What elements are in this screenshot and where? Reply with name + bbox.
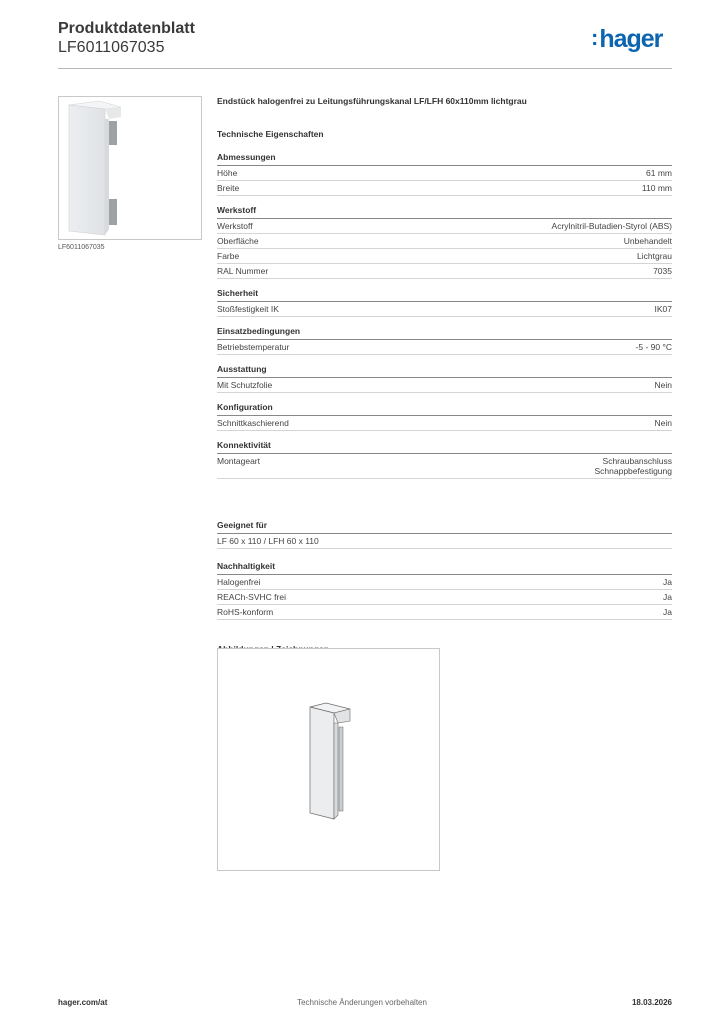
- footer-website-link[interactable]: hager.com/at: [58, 998, 108, 1007]
- property-group: [217, 288, 672, 317]
- property-value: [552, 221, 672, 231]
- property-label: Farbe: [217, 251, 240, 261]
- property-groups: [217, 152, 672, 479]
- property-value-line: Schnappbefestigung: [594, 466, 672, 476]
- property-value: [594, 456, 672, 476]
- sustainability-group: [217, 561, 672, 620]
- property-label: Stoßfestigkeit IK: [217, 304, 279, 314]
- property-value: [646, 168, 672, 178]
- property-label: Mit Schutzfolie: [217, 380, 273, 390]
- group-title: Nachhaltigkeit: [217, 561, 672, 575]
- property-row: [217, 181, 672, 196]
- property-value-line: IK07: [654, 304, 672, 314]
- property-row: [217, 234, 672, 249]
- property-value: [663, 607, 672, 617]
- main-content: [217, 96, 672, 654]
- end-cap-drawing: [218, 649, 439, 870]
- property-value-line: 7035: [653, 266, 672, 276]
- property-value-line: Lichtgrau: [637, 251, 672, 261]
- property-label: REACh-SVHC frei: [217, 592, 286, 602]
- property-row: [217, 302, 672, 317]
- property-value: [655, 418, 672, 428]
- drawing-box: [217, 648, 440, 871]
- footer-disclaimer: Technische Änderungen vorbehalten: [297, 998, 427, 1007]
- property-value-line: 61 mm: [646, 168, 672, 178]
- section-spacer: [217, 488, 672, 520]
- property-value-line: Nein: [654, 380, 672, 390]
- property-group: [217, 440, 672, 479]
- page-title: Produktdatenblatt: [58, 20, 195, 37]
- property-group: [217, 364, 672, 393]
- property-value: [653, 266, 672, 276]
- property-value-line: -5 - 90 °C: [635, 342, 672, 352]
- property-row: [217, 575, 672, 590]
- sustainability-rows: [217, 575, 672, 620]
- property-value: [636, 342, 672, 352]
- property-value-line: Ja: [663, 607, 672, 617]
- property-label: Schnittkaschierend: [217, 418, 289, 428]
- technical-properties-heading: Technische Eigenschaften: [217, 129, 324, 139]
- group-title: Ausstattung: [217, 364, 672, 378]
- footer-date: 18.03.2026: [631, 998, 672, 1007]
- property-value-line: Unbehandelt: [623, 236, 672, 246]
- property-value-line: Ja: [663, 577, 672, 587]
- property-value: [637, 251, 672, 261]
- property-group: [217, 205, 672, 279]
- property-value: [642, 183, 672, 193]
- property-value-line: 110 mm: [641, 183, 672, 193]
- group-title: Einsatzbedingungen: [217, 326, 672, 340]
- header-divider: [58, 68, 672, 69]
- property-label: Werkstoff: [217, 221, 253, 231]
- suited-for-group: [217, 520, 672, 549]
- group-title: Sicherheit: [217, 288, 672, 302]
- product-thumbnail: [58, 96, 202, 240]
- property-row: [217, 264, 672, 279]
- property-label: RoHS-konform: [217, 607, 274, 617]
- logo-text: hager: [599, 25, 663, 53]
- property-label: Oberfläche: [217, 236, 259, 246]
- property-value: [655, 380, 672, 390]
- property-label: Montageart: [217, 456, 260, 466]
- group-title: Werkstoff: [217, 205, 672, 219]
- property-label: Breite: [217, 183, 240, 193]
- property-value: [663, 592, 672, 602]
- hager-logo: [591, 27, 662, 52]
- property-value-line: Nein: [654, 418, 672, 428]
- property-row: [217, 249, 672, 264]
- property-row: [217, 340, 672, 355]
- group-title: Geeignet für: [217, 520, 672, 534]
- property-value-line: Ja: [663, 592, 672, 602]
- group-title: Konnektivität: [217, 440, 672, 454]
- property-label: Halogenfrei: [217, 577, 261, 587]
- property-row: [217, 166, 672, 181]
- property-value: [624, 236, 672, 246]
- property-label: Höhe: [217, 168, 238, 178]
- group-title: Abmessungen: [217, 152, 672, 166]
- article-number: LF6011067035: [58, 39, 165, 56]
- product-description: Endstück halogenfrei zu Leitungsführungskanal LF/LFH 60x110mm lichtgrau: [217, 96, 527, 106]
- group-title: Konfiguration: [217, 402, 672, 416]
- property-value: [663, 577, 672, 587]
- property-value-line: Acrylnitril-Butadien-Styrol (ABS): [551, 221, 672, 231]
- property-row: [217, 605, 672, 620]
- property-row: [217, 416, 672, 431]
- property-group: [217, 152, 672, 196]
- suited-for-value: LF 60 x 110 / LFH 60 x 110: [217, 534, 672, 549]
- property-group: [217, 326, 672, 355]
- property-row: [217, 219, 672, 234]
- property-value: [655, 304, 673, 314]
- end-cap-image: [59, 97, 201, 239]
- property-label: Betriebstemperatur: [217, 342, 290, 352]
- property-group: [217, 402, 672, 431]
- property-value-line: Schraubanschluss: [602, 456, 672, 466]
- property-row: [217, 454, 672, 479]
- thumbnail-caption: LF6011067035: [58, 244, 105, 251]
- property-label: RAL Nummer: [217, 266, 269, 276]
- logo-dots-icon: :: [591, 25, 599, 50]
- property-row: [217, 378, 672, 393]
- property-row: [217, 590, 672, 605]
